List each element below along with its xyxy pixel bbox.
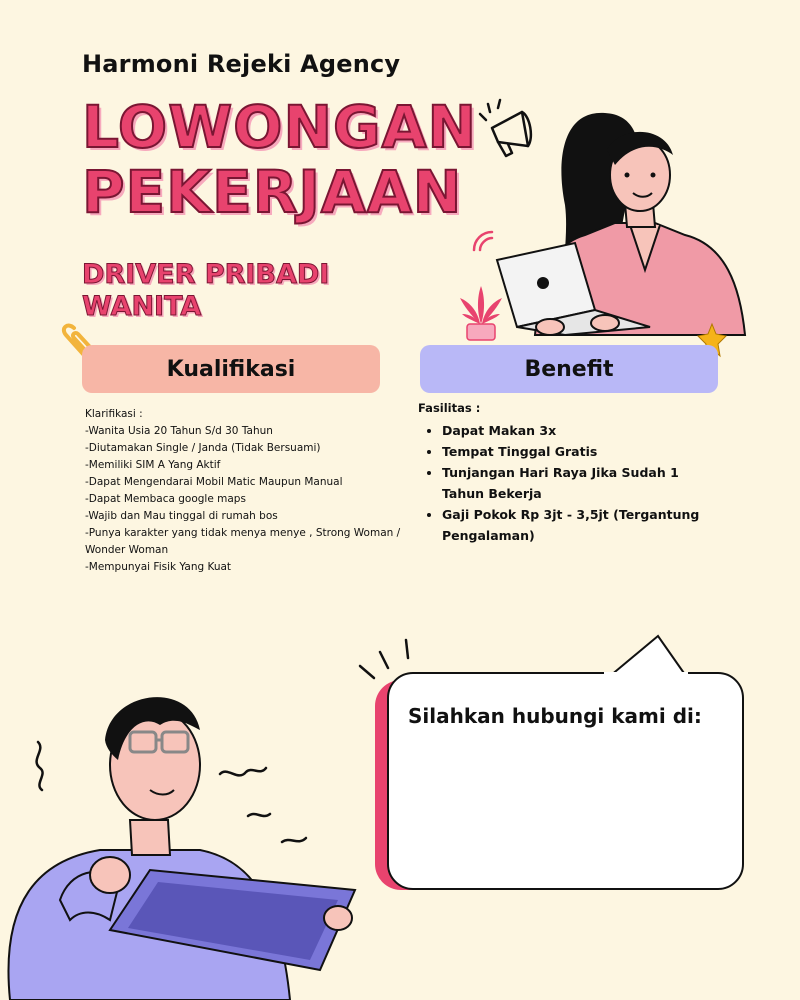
wifi-signal-icon — [468, 226, 498, 256]
list-item: • Dapat Makan 3x — [442, 420, 718, 441]
page-title-line1: LOWONGAN — [82, 93, 478, 161]
job-subtitle-line2: WANITA — [82, 291, 202, 322]
man-with-tablet-illustration — [0, 670, 370, 1000]
list-item: -Wanita Usia 20 Tahun S/d 30 Tahun — [85, 425, 273, 437]
list-item: -Dapat Mengendarai Mobil Matic Maupun Manual — [85, 476, 343, 488]
bubble-tail — [600, 632, 690, 678]
benefit-list — [418, 400, 718, 546]
list-item: -Memiliki SIM A Yang Aktif — [85, 459, 221, 471]
list-item: • Tempat Tinggal Gratis — [442, 441, 718, 462]
page-title-line2: PEKERJAAN — [82, 158, 463, 226]
list-item: -Dapat Membaca google maps — [85, 493, 246, 505]
benefit-heading: Fasilitas : — [418, 401, 481, 415]
agency-name: Harmoni Rejeki Agency — [82, 50, 401, 78]
kualifikasi-list — [85, 406, 405, 576]
kualifikasi-header: Kualifikasi — [82, 345, 380, 393]
contact-label: Silahkan hubungi kami di: — [408, 704, 702, 728]
list-item: -Mempunyai Fisik Yang Kuat — [85, 561, 232, 573]
kualifikasi-heading: Klarifikasi : — [85, 408, 143, 420]
list-item: -Wajib dan Mau tinggal di rumah bos — [85, 510, 278, 522]
list-item: • Gaji Pokok Rp 3jt - 3,5jt (Tergantung Pengalaman) — [442, 504, 718, 546]
benefit-header: Benefit — [420, 345, 718, 393]
job-subtitle-line1: DRIVER PRIBADI — [82, 259, 330, 290]
list-item: -Punya karakter yang tidak menya menye , Strong Woman / Wonder Woman — [85, 527, 401, 556]
plant-icon — [458, 284, 504, 344]
list-item: -Diutamakan Single / Janda (Tidak Bersuami) — [85, 442, 321, 454]
list-item: • Tunjangan Hari Raya Jika Sudah 1 Tahun Bekerja — [442, 462, 718, 504]
